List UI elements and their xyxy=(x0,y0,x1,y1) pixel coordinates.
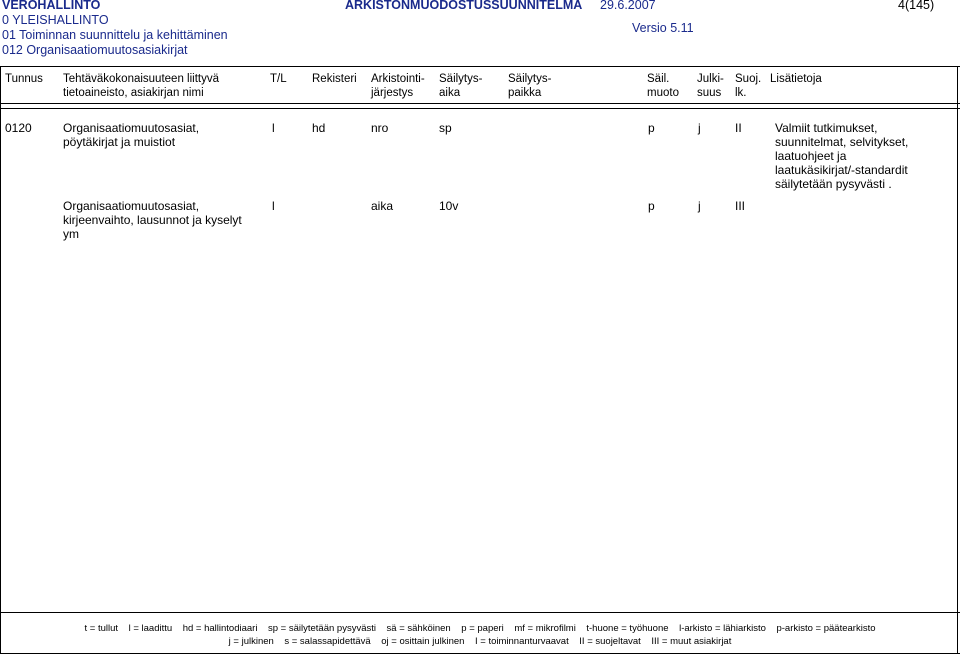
row-sailytysaika: 10v xyxy=(439,199,459,213)
row-muoto: p xyxy=(648,121,655,135)
row-document-name: Organisaatiomuutosasiat, kirjeenvaihto, lausunnot ja kyselyt ym xyxy=(63,199,242,241)
column-header-julkisuus: Julki- suus xyxy=(697,73,724,99)
row-rekisteri: hd xyxy=(312,121,326,135)
document-title: ARKISTONMUODOSTUSSUUNNITELMA xyxy=(345,0,583,12)
column-header-tehtava: Tehtäväkokonaisuuteen liittyvä tietoaineisto, asiakirjan nimi xyxy=(63,73,219,99)
legend-line-2: j = julkinen s = salassapidettävä oj = osittain julkinen I = toiminnanturvaavat II = suojeltavat III = muut asiakirjat xyxy=(228,636,732,647)
page-number: 4(145) xyxy=(898,0,935,12)
table-right-border xyxy=(957,66,958,654)
row-arkistointi: aika xyxy=(371,199,394,213)
main-category: 0 YLEISHALLINTO xyxy=(2,13,109,27)
column-header-tunnus: Tunnus xyxy=(5,73,43,85)
column-header-arkistointi: Arkistointi- järjestys xyxy=(371,73,425,99)
version-label: Versio 5.11 xyxy=(632,21,694,35)
row-julkisuus: j xyxy=(698,121,701,135)
row-tl: l xyxy=(272,121,275,135)
column-header-sailytysaika: Säilytys- aika xyxy=(439,73,483,99)
row-arkistointi: nro xyxy=(371,121,389,135)
header-bottom-border xyxy=(0,103,960,104)
row-lisatietoja: Valmiit tutkimukset, suunnitelmat, selvitykset, laatuohjeet ja laatukäsikirjat/-standardit säilytetään pysyvästi . xyxy=(775,121,909,191)
row-tl: l xyxy=(272,199,275,213)
legend-bottom-border xyxy=(0,653,960,654)
column-header-tl: T/L xyxy=(270,73,287,85)
row-code: 0120 xyxy=(5,121,32,135)
table-bottom-border xyxy=(0,612,960,613)
column-header-rekisteri: Rekisteri xyxy=(312,73,357,85)
document-date: 29.6.2007 xyxy=(600,0,656,12)
row-suoj: II xyxy=(735,121,742,135)
column-header-sailmuoto: Säil. muoto xyxy=(647,73,679,99)
table-left-border xyxy=(0,66,1,654)
row-suoj: III xyxy=(735,199,746,213)
legend-line-1: t = tullut l = laadittu hd = hallintodiaari sp = säilytetään pysyvästi sä = sähköinen p = paperi mf = mikrofilmi t-huone = työhuone l-arkisto = lähiarkisto p-arkisto = päätearkisto xyxy=(84,623,876,634)
row-sailytysaika: sp xyxy=(439,121,452,135)
sub-sub-category: 012 Organisaatiomuutosasiakirjat xyxy=(2,43,188,57)
sub-category: 01 Toiminnan suunnittelu ja kehittäminen xyxy=(2,28,228,42)
header-bottom-border-2 xyxy=(0,108,960,109)
org-name: VEROHALLINTO xyxy=(2,0,101,12)
row-julkisuus: j xyxy=(698,199,701,213)
column-header-sailytyspaikka: Säilytys- paikka xyxy=(508,73,552,99)
column-header-lisatietoja: Lisätietoja xyxy=(770,73,822,85)
row-document-name: Organisaatiomuutosasiat, pöytäkirjat ja muistiot xyxy=(63,121,200,149)
table-top-border xyxy=(0,66,960,67)
row-muoto: p xyxy=(648,199,655,213)
column-header-suoj: Suoj. lk. xyxy=(735,73,762,99)
